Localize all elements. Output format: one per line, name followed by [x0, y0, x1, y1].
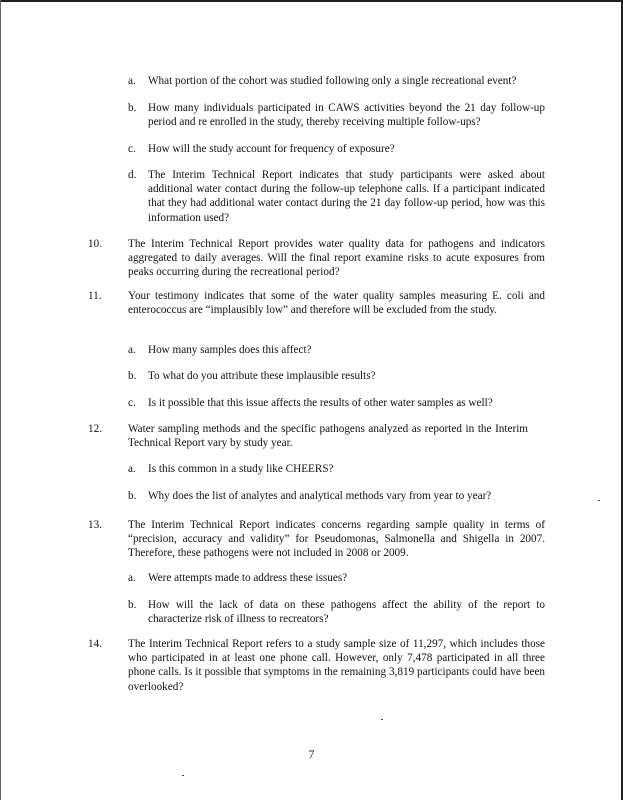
- question-number: 13.: [88, 519, 102, 531]
- scan-border-top: [0, 0, 623, 2]
- question-number: 12.: [88, 423, 102, 435]
- subitem-marker: b.: [128, 599, 137, 611]
- subitem-marker: a.: [128, 463, 136, 475]
- subitem-marker: d.: [128, 169, 137, 181]
- subitem-marker: b.: [128, 370, 137, 382]
- question-number: 10.: [88, 238, 102, 250]
- subitem-marker: b.: [128, 490, 137, 502]
- question-13b: How will the lack of data on these pathogens affect the ability of the report to characterize risk of illness to recreators?: [148, 599, 545, 626]
- question-13: The Interim Technical Report indicates concerns regarding sample quality in terms of “precision, accuracy and validity” for Pseudomonas, Salmonella and Shigella in 2007. Therefore, these pathogens were not included in 2008 or 2009.: [128, 519, 545, 560]
- scan-speck: [381, 719, 383, 720]
- question-number: 11.: [88, 290, 102, 302]
- question-12b: Why does the list of analytes and analytical methods vary from year to year?: [148, 490, 492, 502]
- question-12a: Is this common in a study like CHEERS?: [148, 463, 334, 475]
- question-14: The Interim Technical Report refers to a study sample size of 11,297, which includes those who participated in at least one phone call. However, only 7,478 participated in all three phone calls. Is it possible that symptoms in the remaining 3,819 participants could have been overlooked?: [128, 638, 545, 693]
- question-10: The Interim Technical Report provides water quality data for pathogens and indicators aggregated to daily averages. Will the final report examine risks to acute exposures from peaks occurring during the recreational period?: [128, 238, 545, 279]
- question-9a: What portion of the cohort was studied following only a single recreational event?: [148, 75, 517, 87]
- page-number: 7: [308, 749, 315, 761]
- subitem-marker: a.: [128, 344, 136, 356]
- question-number: 14.: [88, 638, 102, 650]
- subitem-marker: a.: [128, 75, 136, 87]
- scan-border-left: [0, 0, 1, 800]
- subitem-marker: b.: [128, 102, 137, 114]
- question-9d: The Interim Technical Report indicates that study participants were asked about additional water contact during the follow-up telephone calls. If a participant indicated that they had additional water contact during the 21 day follow-up period, how was this information used?: [148, 169, 545, 224]
- subitem-marker: c.: [128, 143, 136, 155]
- subitem-marker: a.: [128, 572, 136, 584]
- question-11: Your testimony indicates that some of the water quality samples measuring E. coli and enterococcus are “implausibly low” and therefore will be excluded from the study.: [128, 290, 545, 317]
- scan-speck: [598, 500, 600, 501]
- question-9b: How many individuals participated in CAWS activities beyond the 21 day follow-up period and re enrolled in the study, thereby receiving multiple follow-ups?: [148, 102, 545, 129]
- question-12: Water sampling methods and the specific pathogens analyzed as reported in the Interim Technical Report vary by study year.: [128, 423, 528, 450]
- question-11c: Is it possible that this issue affects the results of other water samples as well?: [148, 397, 493, 409]
- question-13a: Were attempts made to address these issues?: [148, 572, 348, 584]
- question-9c: How will the study account for frequency of exposure?: [148, 143, 395, 155]
- subitem-marker: c.: [128, 397, 136, 409]
- question-11a: How many samples does this affect?: [148, 344, 312, 356]
- question-11b: To what do you attribute these implausible results?: [148, 370, 376, 382]
- scan-speck: [182, 775, 184, 776]
